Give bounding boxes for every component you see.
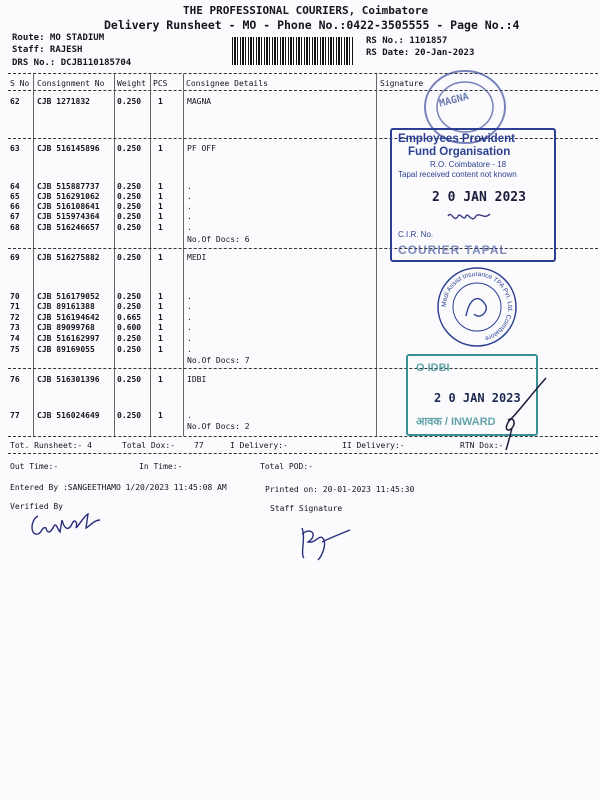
col-divider — [33, 74, 34, 436]
barcode — [232, 37, 354, 65]
rs-date: RS Date: 20-Jan-2023 — [366, 48, 475, 58]
row-sno: 66 — [10, 202, 20, 211]
col-pcs: PCS — [153, 79, 168, 88]
row-pcs: 1 — [158, 212, 163, 221]
row-weight: 0.250 — [117, 375, 142, 384]
staff-label: Staff: RAJESH — [12, 45, 83, 55]
epfo-line4: Tapal received content not known — [398, 170, 517, 179]
row-sno: 70 — [10, 292, 20, 301]
row-pcs: 1 — [158, 292, 163, 301]
row-sno: 62 — [10, 97, 20, 106]
col-weight: Weight — [117, 79, 146, 88]
row-consignment: CJB 89161388 — [37, 302, 95, 311]
row-sno: 76 — [10, 375, 20, 384]
row-weight: 0.665 — [117, 313, 142, 322]
row-weight: 0.250 — [117, 192, 142, 201]
row-sno: 73 — [10, 323, 20, 332]
row-consignment: CJB 516179052 — [37, 292, 100, 301]
rs-number: RS No.: 1101857 — [366, 36, 448, 46]
row-pcs: 1 — [158, 97, 163, 106]
row-consignment: CJB 89169055 — [37, 345, 95, 354]
rtn-dox: RTN Dox:- — [460, 441, 504, 450]
idbi-date: 2 0 JAN 2023 — [434, 391, 521, 405]
row-detail: MAGNA — [187, 97, 212, 106]
runsheet-subtitle: Delivery Runsheet - MO - Phone No.:0422-3505555 - Page No.:4 — [104, 18, 520, 32]
table-top-rule — [8, 73, 598, 74]
row-weight: 0.250 — [117, 97, 142, 106]
epfo-bottom: COURIER TAPAL — [398, 243, 508, 257]
medi-assist-seal — [436, 266, 518, 348]
row-pcs: 1 — [158, 334, 163, 343]
row-consignment: CJB 89099768 — [37, 323, 95, 332]
row-sno: 75 — [10, 345, 20, 354]
row-consignment: CJB 516246657 — [37, 223, 100, 232]
row-pcs: 1 — [158, 313, 163, 322]
row-pcs: 1 — [158, 253, 163, 262]
row-consignment: CJB 516275882 — [37, 253, 100, 262]
row-weight: 0.250 — [117, 182, 142, 191]
idbi-bottom: आवक / INWARD — [416, 416, 496, 428]
row-pcs: 1 — [158, 375, 163, 384]
row-detail: . — [187, 292, 192, 301]
in-time: In Time:- — [139, 462, 183, 471]
staff-signature — [296, 522, 356, 562]
row-weight: 0.250 — [117, 302, 142, 311]
row-pcs: 1 — [158, 323, 163, 332]
col-sno: S No — [10, 79, 30, 88]
verified-signature — [28, 506, 108, 542]
row-pcs: 1 — [158, 202, 163, 211]
medi-seal-ring-text: Medi Assist Insurance TPA Pvt. Ltd. Coimbatore — [440, 270, 514, 342]
row-pcs: 1 — [158, 182, 163, 191]
row-consignment: CJB 516162997 — [37, 334, 100, 343]
row-detail: . — [187, 202, 192, 211]
row-detail: . — [187, 411, 192, 420]
magna-stamp-text: MAGNA — [438, 91, 471, 110]
row-weight: 0.250 — [117, 334, 142, 343]
row-sno: 68 — [10, 223, 20, 232]
row-sno: 71 — [10, 302, 20, 311]
row-detail: . — [187, 313, 192, 322]
printed-on: Printed on: 20-01-2023 11:45:30 — [265, 485, 415, 494]
row-pcs: 1 — [158, 223, 163, 232]
row-consignment: CJB 515974364 — [37, 212, 100, 221]
row-pcs: 1 — [158, 411, 163, 420]
col-divider — [183, 74, 184, 436]
row-sno: 67 — [10, 212, 20, 221]
entered-by: Entered By :SANGEETHAMO 1/20/2023 11:45:08 AM — [10, 483, 227, 492]
epfo-cir: C.I.R. No. — [398, 230, 434, 239]
total-dox-value: 77 — [194, 441, 204, 450]
row-consignment: CJB 516145896 — [37, 144, 100, 153]
row-weight: 0.250 — [117, 411, 142, 420]
row-consignment: CJB 1271832 — [37, 97, 90, 106]
drs-number: DRS No.: DCJB110185704 — [12, 58, 132, 68]
epfo-stamp — [390, 128, 556, 262]
ii-delivery: II Delivery:- — [342, 441, 405, 450]
row-weight: 0.250 — [117, 212, 142, 221]
doc-count: No.Of Docs: 6 — [187, 235, 250, 244]
row-sno: 77 — [10, 411, 20, 420]
idbi-signature — [490, 376, 550, 452]
row-sno: 72 — [10, 313, 20, 322]
col-consignment: Consignment No — [37, 79, 105, 88]
row-detail: . — [187, 212, 192, 221]
row-sno: 69 — [10, 253, 20, 262]
total-dox-label: Total Dox:- — [122, 441, 175, 450]
row-detail: . — [187, 334, 192, 343]
row-detail: PF OFF — [187, 144, 216, 153]
row-sno: 63 — [10, 144, 20, 153]
epfo-line3: R.O. Coimbatore - 18 — [430, 160, 507, 169]
route-label: Route: MO STADIUM — [12, 33, 105, 43]
table-header-rule — [8, 90, 598, 91]
doc-count: No.Of Docs: 2 — [187, 422, 250, 431]
staff-signature-label: Staff Signature — [270, 504, 343, 513]
row-sno: 64 — [10, 182, 20, 191]
epfo-initials — [444, 206, 494, 230]
row-detail: . — [187, 302, 192, 311]
row-pcs: 1 — [158, 192, 163, 201]
row-weight: 0.250 — [117, 144, 142, 153]
row-consignment: CJB 516301396 — [37, 375, 100, 384]
company-title: THE PROFESSIONAL COURIERS, Coimbatore — [183, 4, 429, 17]
idbi-top: O IDBI — [416, 362, 450, 374]
col-divider — [376, 74, 377, 436]
row-detail: . — [187, 192, 192, 201]
row-detail: . — [187, 223, 192, 232]
row-weight: 0.250 — [117, 202, 142, 211]
row-detail: . — [187, 182, 192, 191]
total-runsheet: Tot. Runsheet:- 4 — [10, 441, 92, 450]
row-sno: 65 — [10, 192, 20, 201]
row-pcs: 1 — [158, 302, 163, 311]
row-weight: 0.600 — [117, 323, 142, 332]
row-consignment: CJB 516291062 — [37, 192, 100, 201]
row-weight: 0.250 — [117, 223, 142, 232]
row-detail: MEDI — [187, 253, 207, 262]
col-divider — [114, 74, 115, 436]
col-signature: Signature — [380, 79, 424, 88]
i-delivery: I Delivery:- — [230, 441, 288, 450]
row-weight: 0.250 — [117, 345, 142, 354]
row-consignment: CJB 516108641 — [37, 202, 100, 211]
verified-by: Verified By — [10, 502, 63, 511]
row-weight: 0.250 — [117, 253, 142, 262]
doc-count: No.Of Docs: 7 — [187, 356, 250, 365]
row-consignment: CJB 515887737 — [37, 182, 100, 191]
medi-seal-text — [436, 266, 518, 348]
row-consignment: CJB 516194642 — [37, 313, 100, 322]
row-detail: . — [187, 345, 192, 354]
row-pcs: 1 — [158, 144, 163, 153]
row-detail: . — [187, 323, 192, 332]
row-consignment: CJB 516024649 — [37, 411, 100, 420]
epfo-line2: Fund Organisation — [408, 146, 511, 158]
row-weight: 0.250 — [117, 292, 142, 301]
row-pcs: 1 — [158, 345, 163, 354]
row-detail: IDBI — [187, 375, 207, 384]
col-divider — [150, 74, 151, 436]
row-sno: 74 — [10, 334, 20, 343]
out-time: Out Time:- — [10, 462, 59, 471]
epfo-line1: Employees Provident — [398, 133, 515, 145]
epfo-date: 2 0 JAN 2023 — [432, 190, 526, 205]
col-details: Consignee Details — [186, 79, 268, 88]
totals-rule — [8, 453, 598, 454]
total-pod: Total POD:- — [260, 462, 313, 471]
svg-text:Medi Assist Insurance TPA Pvt. — [441, 271, 513, 342]
